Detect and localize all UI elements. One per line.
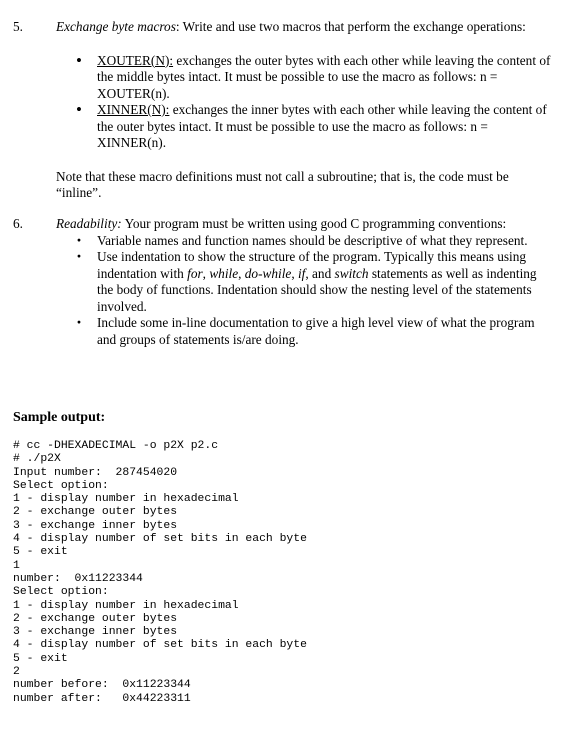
separator: , and bbox=[305, 265, 335, 281]
console-line: 2 - exchange outer bytes bbox=[13, 612, 178, 625]
console-line: number: 0x11223344 bbox=[13, 572, 143, 585]
console-line: 1 bbox=[13, 559, 20, 572]
macro-item-xouter bbox=[56, 53, 556, 103]
console-line: 4 - display number of set bits in each byte bbox=[13, 533, 307, 546]
macro-list bbox=[56, 53, 556, 152]
console-line: 1 - display number in hexadecimal bbox=[13, 493, 239, 506]
console-line: Input number: 287454020 bbox=[13, 466, 178, 479]
macro-item-xinner bbox=[56, 102, 556, 152]
console-line: number before: 0x11223344 bbox=[13, 679, 191, 692]
item-5-title: Exchange byte macros bbox=[56, 19, 176, 34]
macro-name-xinner: XINNER(N): bbox=[97, 102, 170, 117]
keyword-for: for bbox=[187, 265, 203, 281]
console-line: 4 - display number of set bits in each byte bbox=[13, 639, 307, 652]
item-5-intro-text: : Write and use two macros that perform the exchange operations: bbox=[175, 19, 526, 34]
readability-item-names bbox=[56, 233, 556, 250]
console-line: 5 - exit bbox=[13, 546, 68, 559]
console-line: Select option: bbox=[13, 479, 109, 492]
readability-item-indentation bbox=[56, 249, 556, 315]
readability-text-documentation: Include some in-line documentation to give a high level view of what the program and groups of statements is/are doing. bbox=[97, 315, 535, 347]
readability-text-names: Variable names and function names should be descriptive of what they represent. bbox=[97, 232, 528, 248]
readability-text-indentation-b: statements as well as indenting the body of functions. Indentation should show the nesting level of the statements involved. bbox=[97, 265, 537, 314]
macro-name-xouter: XOUTER(N): bbox=[97, 52, 174, 68]
console-line: 3 - exchange inner bytes bbox=[13, 626, 178, 639]
keyword-while: while bbox=[209, 265, 239, 281]
separator: , bbox=[202, 265, 210, 281]
item-5-intro bbox=[56, 19, 556, 36]
item-5-number: 5. bbox=[13, 19, 23, 34]
item-6-intro bbox=[56, 216, 556, 233]
keyword-switch: switch bbox=[334, 265, 369, 281]
bullet-icon bbox=[76, 249, 82, 267]
bullet-icon bbox=[76, 53, 82, 71]
console-line: 2 bbox=[13, 666, 20, 679]
item-6-title: Readability: bbox=[56, 216, 122, 231]
console-line: Select option: bbox=[13, 586, 109, 599]
keyword-do-while: do-while bbox=[244, 265, 292, 281]
macro-desc-xinner: exchanges the inner bytes with each other while leaving the content of the outer bytes intact. It must be possible to use the macro as follows: n = XINNER(n). bbox=[97, 102, 547, 150]
item-6-number: 6. bbox=[13, 216, 23, 231]
readability-item-documentation bbox=[56, 315, 556, 348]
readability-list bbox=[56, 233, 556, 349]
item-6-body bbox=[56, 216, 556, 348]
console-line: # cc -DHEXADECIMAL -o p2X p2.c bbox=[13, 440, 219, 452]
separator: , bbox=[238, 265, 245, 281]
sample-output-heading: Sample output: bbox=[13, 410, 106, 425]
console-line: 2 - exchange outer bytes bbox=[13, 506, 178, 519]
inline-note: Note that these macro definitions must not call a subroutine; that is, the code must be “inline”. bbox=[56, 168, 509, 200]
macro-desc-xouter: exchanges the outer bytes with each other while leaving the content of the middle bytes intact. It must be possible to use the macro as follows: n = XOUTER(n). bbox=[97, 52, 551, 101]
bullet-icon bbox=[76, 315, 82, 333]
console-line: # ./p2X bbox=[13, 453, 61, 466]
item-6-intro-text: Your program must be written using good C programming conventions: bbox=[121, 216, 507, 231]
separator: , bbox=[291, 265, 298, 281]
console-line: 1 - display number in hexadecimal bbox=[13, 599, 239, 612]
readability-text-indentation-a: Use indentation to show the structure of the program. Typically this means using indentation with bbox=[97, 249, 527, 281]
console-line: number after: 0x44223311 bbox=[13, 692, 191, 705]
keyword-if: if bbox=[297, 265, 306, 281]
bullet-icon bbox=[76, 102, 82, 120]
console-line: 5 - exit bbox=[13, 652, 68, 665]
item-5-body bbox=[56, 19, 556, 202]
console-output bbox=[13, 440, 307, 706]
console-line: 3 - exchange inner bytes bbox=[13, 519, 178, 532]
